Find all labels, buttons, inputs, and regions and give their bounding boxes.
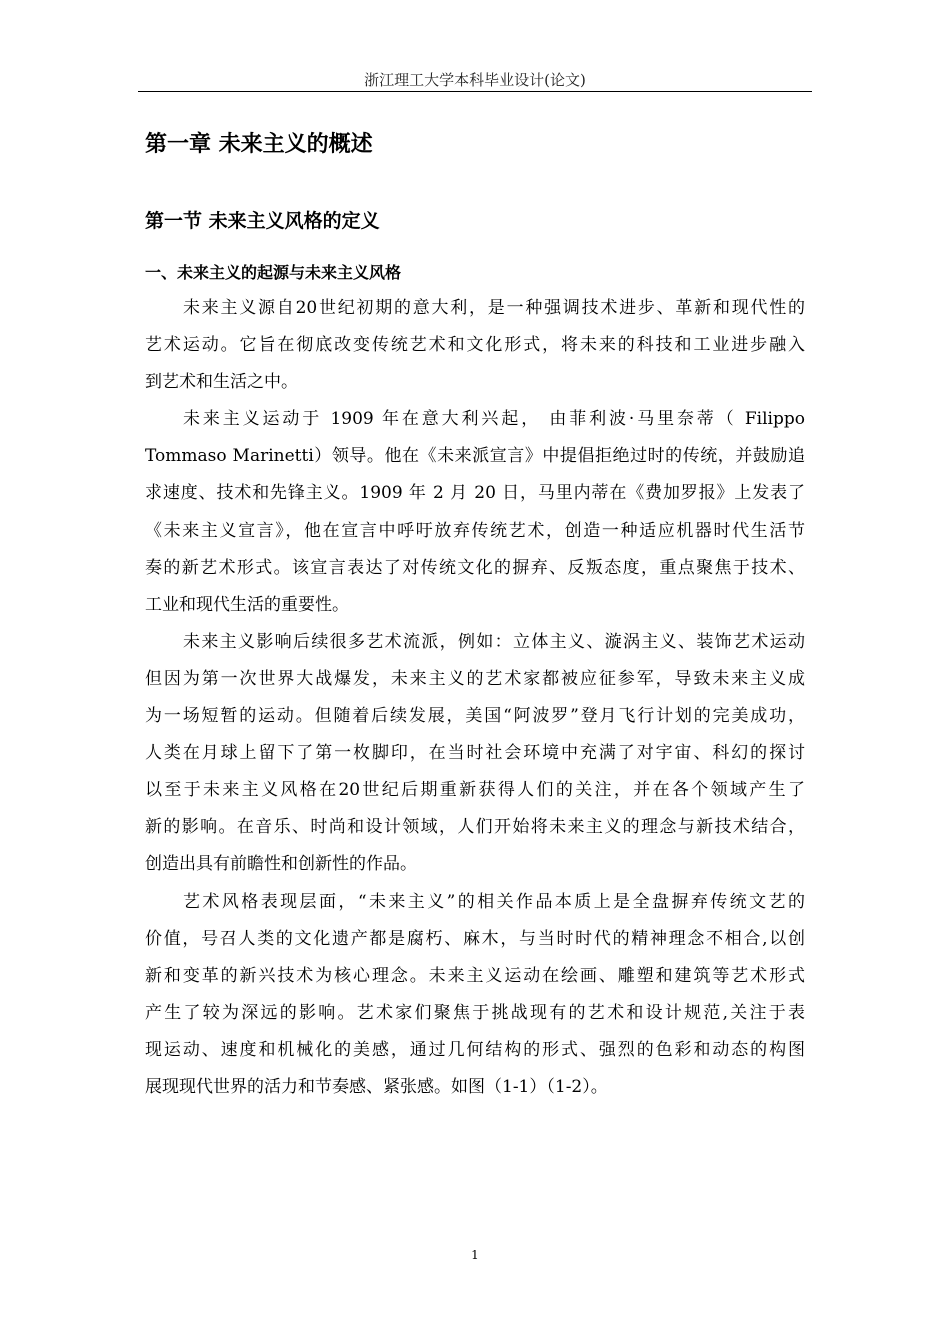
text-line: 人类在月球上留下了第一枚脚印，在当时社会环境中充满了对宇宙、科幻的探讨 [145,743,805,764]
text-line: 未来主义源自20世纪初期的意大利，是一种强调技术进步、革新和现代性的 [183,298,805,318]
text-line: 工业和现代生活的重要性。 [145,594,349,615]
text-line: 求速度、技术和先锋主义。1909 年 2 月 20 日，马里内蒂在《费加罗报》上发表了 [145,483,805,504]
text-line: 展现现代世界的活力和节奏感、紧张感。如图（1-1）（1-2）。 [145,1076,608,1097]
text-line: 但因为第一次世界大战爆发，未来主义的艺术家都被应征参军，导致未来主义成 [145,668,805,689]
text-line: 《未来主义宣言》，他在宣言中呼吁放弃传统艺术，创造一种适应机器时代生活节 [145,520,805,541]
text-line: 艺术运动。它旨在彻底改变传统艺术和文化形式，将未来的科技和工业进步融入 [145,335,805,356]
text-line: Tommaso Marinetti）领导。他在《未来派宣言》中提倡拒绝过时的传统，并鼓励追 [145,446,805,467]
text-line: 为一场短暂的运动。但随着后续发展，美国“阿波罗”登月飞行计划的完美成功， [145,706,805,727]
text-line: 未来主义影响后续很多艺术流派，例如：立体主义、漩涡主义、装饰艺术运动 [183,631,805,652]
subsection-title: 一、未来主义的起源与未来主义风格 [145,263,402,282]
text-line: 价值，号召人类的文化遗产都是腐朽、麻木，与当时时代的精神理念不相合,以创 [145,928,805,949]
text-line: 创造出具有前瞻性和创新性的作品。 [145,854,417,875]
text-line: 未来主义运动于 1909 年在意大利兴起， 由菲利波·马里奈蒂（ Filippo [183,409,805,430]
section-title: 第一节 未来主义风格的定义 [145,210,380,232]
page-number: 1 [471,1248,479,1262]
text-line: 以至于未来主义风格在20世纪后期重新获得人们的关注，并在各个领域产生了 [145,780,805,801]
text-line: 现运动、速度和机械化的美感，通过几何结构的形式、强烈的色彩和动态的构图 [145,1039,805,1060]
chapter-title: 第一章 未来主义的概述 [145,132,373,157]
text-line: 到艺术和生活之中。 [145,372,298,393]
text-line: 艺术风格表现层面，“未来主义”的相关作品本质上是全盘摒弃传统文艺的 [183,891,805,912]
text-line: 新和变革的新兴技术为核心理念。未来主义运动在绘画、雕塑和建筑等艺术形式 [145,965,805,986]
body-text [145,290,805,1106]
text-line: 产生了较为深远的影响。艺术家们聚焦于挑战现有的艺术和设计规范,关注于表 [145,1002,805,1023]
running-header: 浙江理工大学本科毕业设计(论文) [364,71,586,89]
text-line: 奏的新艺术形式。该宣言表达了对传统文化的摒弃、反叛态度，重点聚焦于技术、 [145,557,805,578]
text-line: 新的影响。在音乐、时尚和设计领域，人们开始将未来主义的理念与新技术结合， [145,817,805,838]
header-divider [138,91,812,92]
